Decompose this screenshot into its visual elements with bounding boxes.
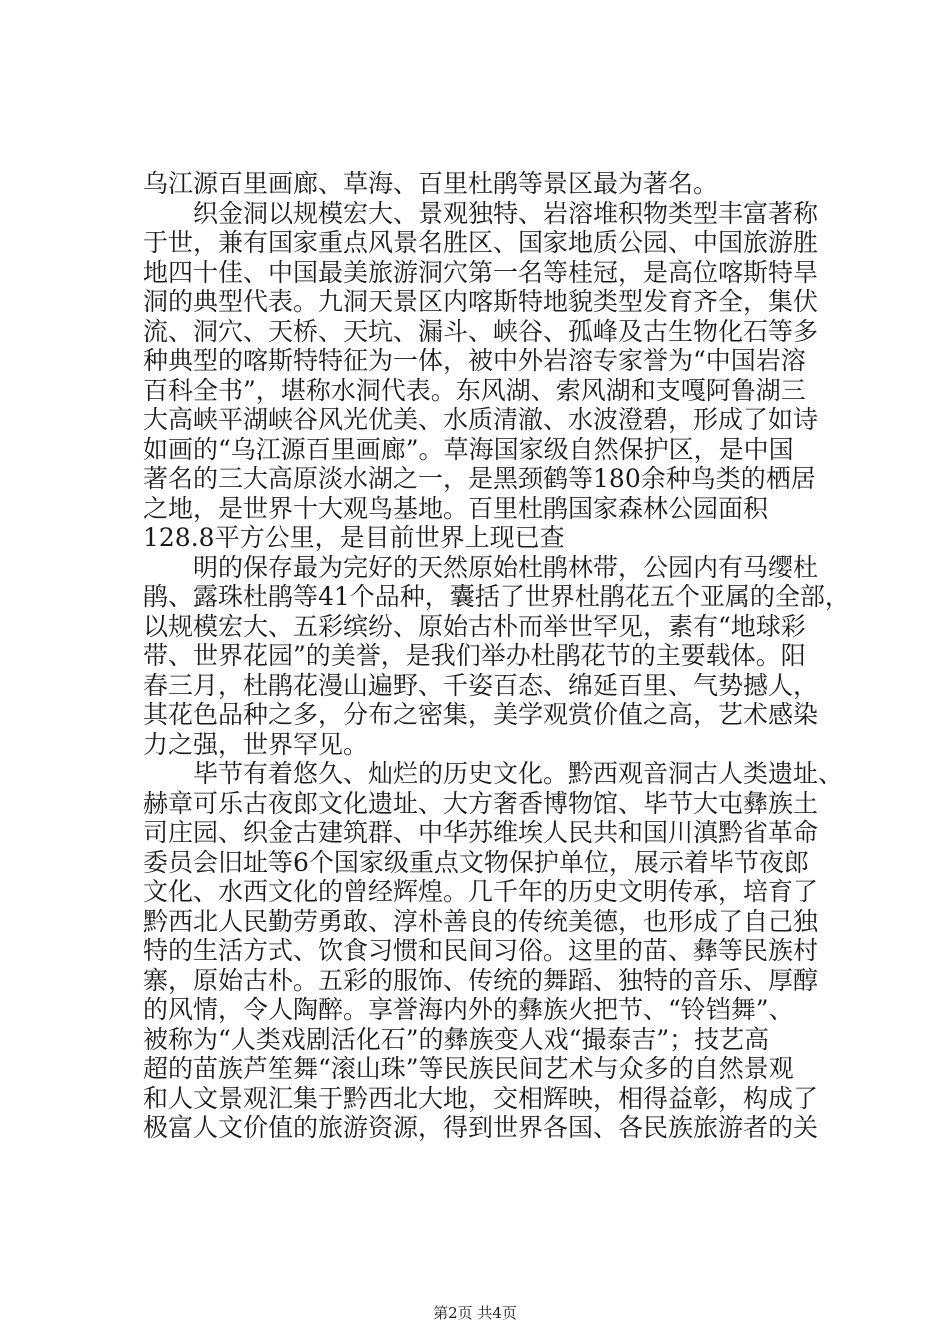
text-line: 128.8平方公里，是目前世界上现已查 bbox=[143, 523, 565, 552]
text-line: 力之强，世界罕见。 bbox=[143, 729, 369, 759]
text-line: 黔西北人民勤劳勇敢、淳朴善良的传统美德，也形成了自己独 bbox=[143, 906, 819, 936]
text-line: 毕节有着悠久、灿烂的历史文化。黔西观音洞古人类遗址、 bbox=[193, 759, 844, 788]
text-line: 流、洞穴、天桥、天坑、漏斗、峡谷、孤峰及古生物化石等多 bbox=[143, 316, 819, 346]
text-line: 极富人文价值的旅游资源，得到世界各国、各民族旅游者的关 bbox=[143, 1113, 819, 1142]
text-line: 大高峡平湖峡谷风光优美、水质清澈、水波澄碧，形成了如诗 bbox=[143, 405, 819, 434]
text-line: 司庄园、织金古建筑群、中华苏维埃人民共和国川滇黔省革命 bbox=[143, 818, 819, 847]
text-line: 之地，是世界十大观鸟基地。百里杜鹃国家森林公园面积 bbox=[143, 493, 769, 523]
text-line: 委员会旧址等6个国家级重点文物保护单位，展示着毕节夜郎 bbox=[143, 847, 809, 877]
text-line: 鹃、露珠杜鹃等41个品种，囊括了世界杜鹃花五个亚属的全部， bbox=[143, 582, 850, 611]
body-text bbox=[143, 169, 850, 1143]
text-line: 超的苗族芦笙舞“滚山珠”等民族民间艺术与众多的自然景观 bbox=[143, 1054, 794, 1083]
text-line: 和人文景观汇集于黔西北大地，交相辉映，相得益彰，构成了 bbox=[143, 1083, 819, 1113]
text-line: 被称为“人类戏剧活化石”的彝族变人戏“撮泰吉”；技艺高 bbox=[143, 1024, 770, 1054]
text-line: 的风情，令人陶醉。享誉海内外的彝族火把节、“铃铛舞”、 bbox=[143, 995, 794, 1024]
text-line: 百科全书”，堪称水洞代表。东风湖、索风湖和支嘎阿鲁湖三 bbox=[143, 375, 806, 405]
text-line: 乌江源百里画廊、草海、百里杜鹃等景区最为著名。 bbox=[143, 169, 719, 198]
text-line: 文化、水西文化的曾经辉煌。几千年的历史文明传承，培育了 bbox=[143, 877, 819, 906]
text-line: 洞的典型代表。九洞天景区内喀斯特地貌类型发育齐全，集伏 bbox=[143, 287, 819, 316]
text-line: 于世，兼有国家重点风景名胜区、国家地质公园、中国旅游胜 bbox=[143, 228, 819, 257]
text-line: 地四十佳、中国最美旅游洞穴第一名等桂冠，是高位喀斯特旱 bbox=[143, 257, 819, 287]
text-line: 以规模宏大、五彩缤纷、原始古朴而举世罕见，素有“地球彩 bbox=[143, 611, 806, 641]
text-line: 如画的“乌江源百里画廊”。草海国家级自然保护区，是中国 bbox=[143, 434, 794, 464]
text-line: 明的保存最为完好的天然原始杜鹃林带，公园内有马缨杜 bbox=[193, 552, 819, 582]
text-line: 著名的三大高原淡水湖之一，是黑颈鹤等180余种鸟类的栖居 bbox=[143, 464, 816, 493]
text-line: 特的生活方式、饮食习惯和民间习俗。这里的苗、彝等民族村 bbox=[143, 936, 819, 965]
text-line: 赫章可乐古夜郎文化遗址、大方奢香博物馆、毕节大屯彝族土 bbox=[143, 788, 819, 818]
text-line: 春三月，杜鹃花漫山遍野、千姿百态、绵延百里、气势撼人， bbox=[143, 670, 819, 700]
text-line: 寨，原始古朴。五彩的服饰、传统的舞蹈、独特的音乐、厚醇 bbox=[143, 965, 819, 995]
page-footer: 第2页 共4页 bbox=[433, 1304, 517, 1322]
text-line: 带、世界花园”的美誉，是我们举办杜鹃花节的主要载体。阳 bbox=[143, 641, 806, 670]
text-line: 其花色品种之多，分布之密集，美学观赏价值之高，艺术感染 bbox=[143, 700, 819, 729]
text-line: 种典型的喀斯特特征为一体，被中外岩溶专家誉为“中国岩溶 bbox=[143, 346, 806, 375]
text-line: 织金洞以规模宏大、景观独特、岩溶堆积物类型丰富著称 bbox=[193, 198, 819, 228]
